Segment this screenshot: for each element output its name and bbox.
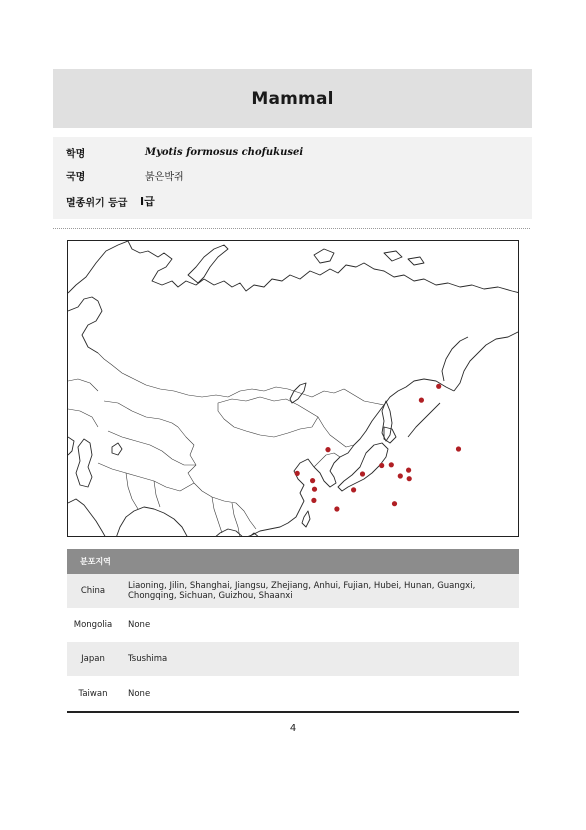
occurrence-marker [334,506,339,511]
country-cell: Taiwan [78,688,108,699]
page-number: 4 [289,723,297,734]
regions-cell: Liaoning, Jilin, Shanghai, Jiangsu, Zhejiang, Anhui, Fujian, Hubei, Hunan, Guangxi, Chongqing, Sichuan, Guizhou, Shaanxi [128,581,476,601]
regions-cell: Tsushima [128,654,168,664]
table-row [67,642,519,676]
info-label: 학명 [66,148,86,160]
table-bottom-rule [67,711,519,713]
occurrence-marker [456,446,461,451]
page-title: Mammal [251,88,334,109]
table-row [67,676,519,711]
occurrence-marker [379,463,384,468]
endangered-grade: Ⅰ급 [140,195,155,208]
occurrence-marker [436,384,441,389]
regions-cell: None [128,688,151,699]
occurrence-marker [295,471,300,476]
distribution-map [67,240,519,537]
regions-cell: None [128,620,151,630]
occurrence-marker [389,462,394,467]
occurrence-marker [310,478,315,483]
info-label: 멸종위기 등급 [66,197,128,209]
map-canvas [68,241,519,537]
occurrence-marker [311,498,316,503]
species-info-box [53,137,532,219]
occurrence-marker [406,468,411,473]
table-row [67,608,519,642]
info-row-scientific-name [66,142,303,162]
distribution-table [67,549,519,713]
table-row [67,574,519,608]
scientific-name: Myotis formosus chofukusei [145,146,304,158]
occurrence-marker [360,471,365,476]
info-row-endangered-grade [66,191,155,211]
country-cell: Mongolia [73,620,113,630]
distribution-table-header: 분포지역 [67,549,519,574]
occurrence-marker [392,501,397,506]
korean-name: 붉은박쥐 [145,171,184,183]
occurrence-marker [407,476,412,481]
country-cell: Japan [81,654,105,664]
occurrence-marker [325,447,330,452]
info-row-korean-name [66,165,184,185]
occurrence-marker [312,487,317,492]
occurrence-marker [419,398,424,403]
info-label: 국명 [66,171,86,183]
coastlines [68,241,519,537]
marker-layer [295,384,462,512]
occurrence-marker [398,473,403,478]
country-cell: China [80,586,106,596]
header-band [53,69,532,128]
section-divider [53,228,530,229]
occurrence-marker [351,487,356,492]
